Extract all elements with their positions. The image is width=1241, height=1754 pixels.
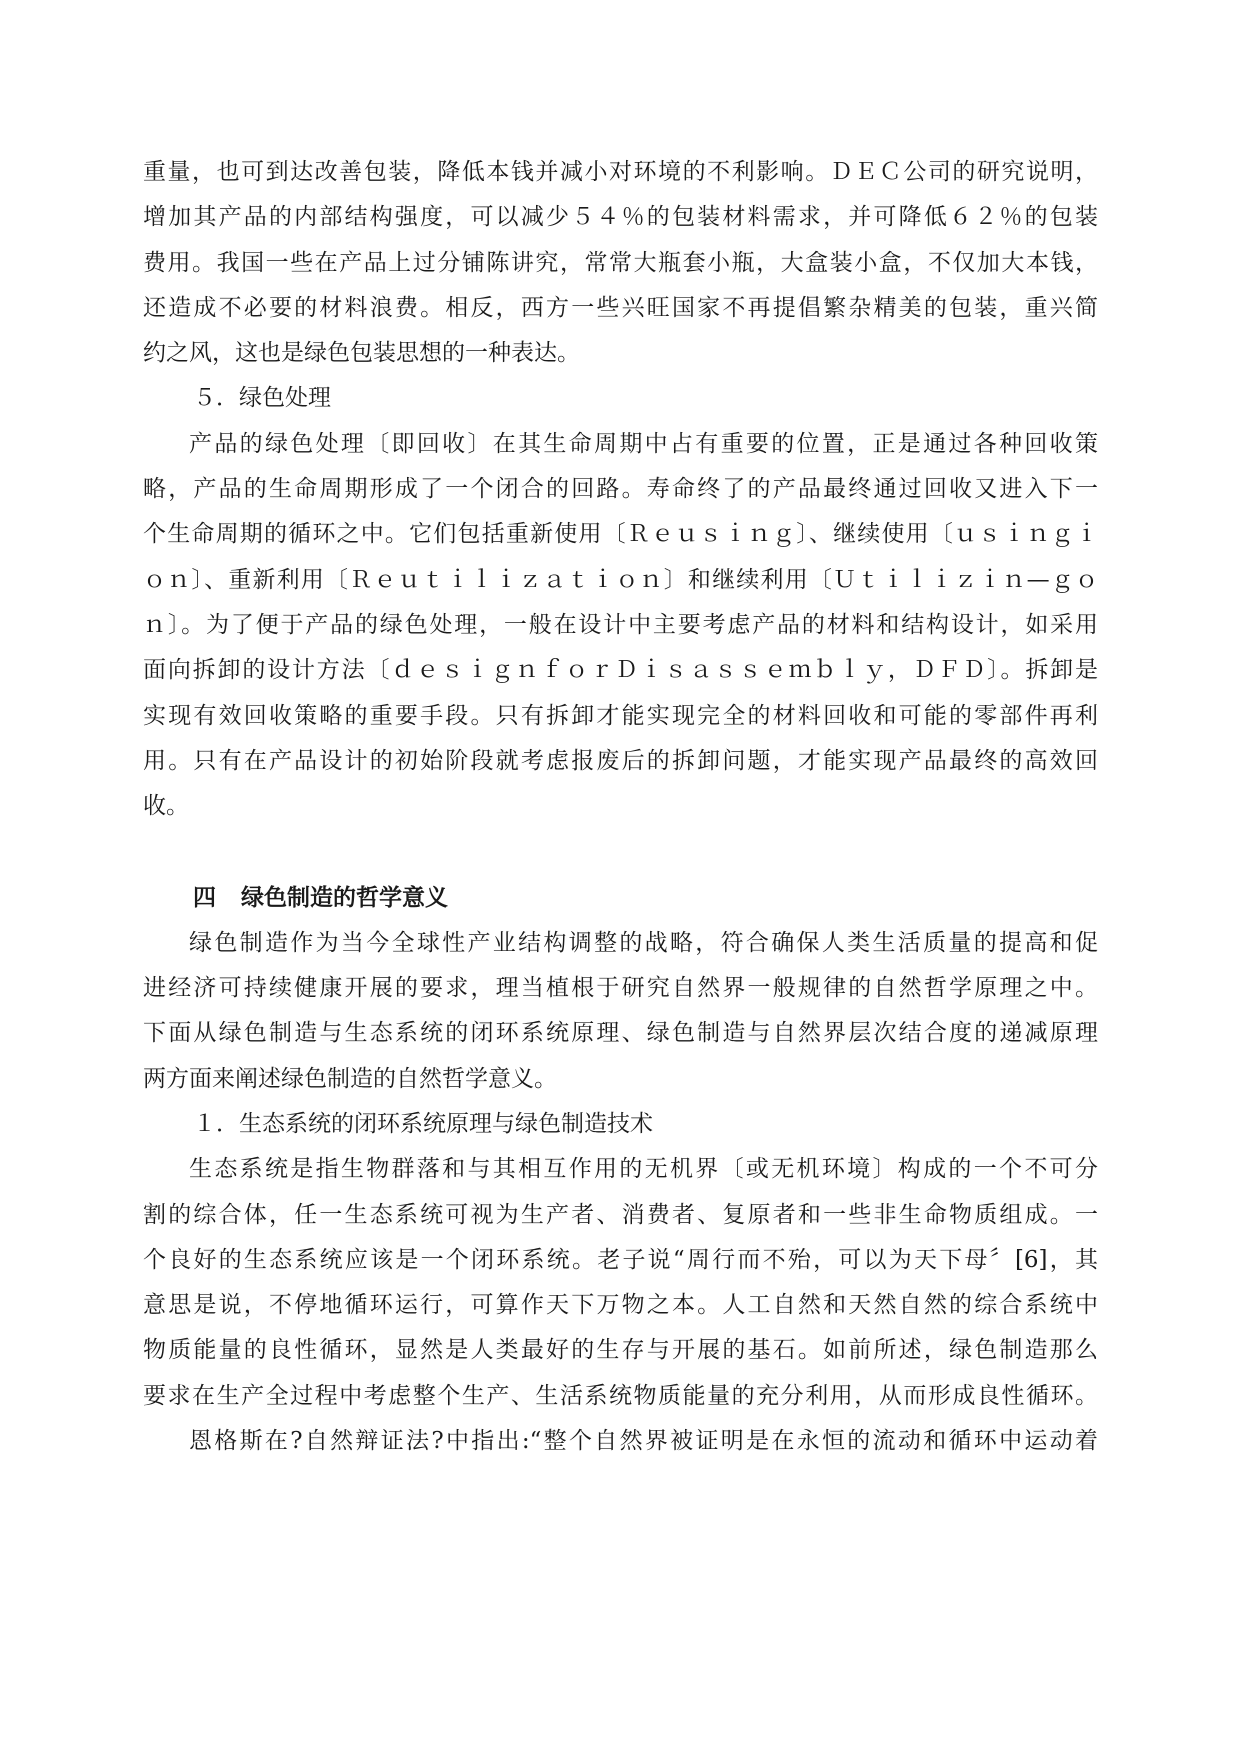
- text-line: 增加其产品的内部结构强度，可以减少５４％的包装材料需求，并可降低６２％的包装: [143, 204, 1098, 231]
- section-heading: [143, 875, 1098, 920]
- text-line: ｏｎ〕、重新利用〔Ｒｅｕｔｉｌｉｚａｔｉｏｎ〕和继续利用〔Ｕｔｉｌｉｚｉｎ—ｇｏ: [143, 566, 1098, 593]
- paragraph-engels: [143, 1419, 1098, 1464]
- text-line: 重量，也可到达改善包装，降低本钱并减小对环境的不利影响。ＤＥＣ公司的研究说明，: [143, 159, 1098, 185]
- text-line: 进经济可持续健康开展的要求，理当植根于研究自然界一般规律的自然哲学原理之中。: [143, 975, 1098, 1002]
- paragraph-ecosystem: [143, 1147, 1098, 1419]
- text-line: 个良好的生态系统应该是一个闭环系统。老子说“周行而不殆，可以为天下母〞[6]，其: [143, 1246, 1098, 1273]
- section-spacer: [143, 829, 1098, 875]
- text-line: 两方面来阐述绿色制造的自然哲学意义。: [143, 1065, 557, 1092]
- text-line: 面向拆卸的设计方法〔ｄｅｓｉｇｎｆｏｒＤｉｓａｓｓｅｍｂｌｙ，ＤＦＤ〕。拆卸是: [143, 657, 1098, 684]
- text-line: 生态系统是指生物群落和与其相互作用的无机界〔或无机环境〕构成的一个不可分: [189, 1156, 1098, 1183]
- document-page: [143, 150, 1098, 1464]
- text-line: 约之风，这也是绿色包装思想的一种表达。: [143, 340, 580, 367]
- text-line: 要求在生产全过程中考虑整个生产、生活系统物质能量的充分利用，从而形成良性循环。: [143, 1382, 1098, 1409]
- paragraph-philosophy: [143, 921, 1098, 1102]
- text-line: 绿色制造作为当今全球性产业结构调整的战略，符合确保人类生活质量的提高和促: [189, 929, 1098, 956]
- subheading-green-disposal: ５．绿色处理: [193, 385, 331, 412]
- text-line: 略，产品的生命周期形成了一个闭合的回路。寿命终了的产品最终通过回收又进入下一: [143, 476, 1098, 503]
- text-line: 还造成不必要的材料浪费。相反，西方一些兴旺国家不再提倡繁杂精美的包装，重兴简: [143, 294, 1098, 321]
- paragraph-packaging: [143, 150, 1098, 376]
- text-line: 产品的绿色处理〔即回收〕在其生命周期中占有重要的位置，正是通过各种回收策: [189, 430, 1098, 457]
- text-line: 意思是说，不停地循环运行，可算作天下万物之本。人工自然和天然自然的综合系统中: [143, 1292, 1098, 1319]
- text-line: 恩格斯在?自然辩证法?中指出:“整个自然界被证明是在永恒的流动和循环中运动着: [189, 1428, 1098, 1455]
- section-title: 绿色制造的哲学意义: [241, 884, 448, 912]
- text-line: 费用。我国一些在产品上过分铺陈讲究，常常大瓶套小瓶，大盒装小盒，不仅加大本钱，: [143, 249, 1098, 276]
- text-line: 物质能量的良性循环，显然是人类最好的生存与开展的基石。如前所述，绿色制造那么: [143, 1337, 1098, 1364]
- text-line: 割的综合体，任一生态系统可视为生产者、消费者、复原者和一些非生命物质组成。一: [143, 1201, 1098, 1228]
- text-line: 用。只有在产品设计的初始阶段就考虑报废后的拆卸问题，才能实现产品最终的高效回: [143, 747, 1098, 774]
- paragraph-recycling: [143, 422, 1098, 830]
- text-line: 个生命周期的循环之中。它们包括重新使用〔Ｒｅｕｓｉｎｇ〕、继续使用〔ｕｓｉｎｇｉ: [143, 521, 1098, 548]
- text-line: 下面从绿色制造与生态系统的闭环系统原理、绿色制造与自然界层次结合度的递减原理: [143, 1020, 1098, 1047]
- subheading-closed-loop: １．生态系统的闭环系统原理与绿色制造技术: [193, 1110, 653, 1137]
- section-number: 四: [193, 884, 216, 912]
- text-line: 实现有效回收策略的重要手段。只有拆卸才能实现完全的材料回收和可能的零部件再利: [143, 702, 1098, 729]
- text-line: 收。: [143, 793, 189, 820]
- text-line: ｎ〕。为了便于产品的绿色处理，一般在设计中主要考虑产品的材料和结构设计，如采用: [143, 611, 1098, 638]
